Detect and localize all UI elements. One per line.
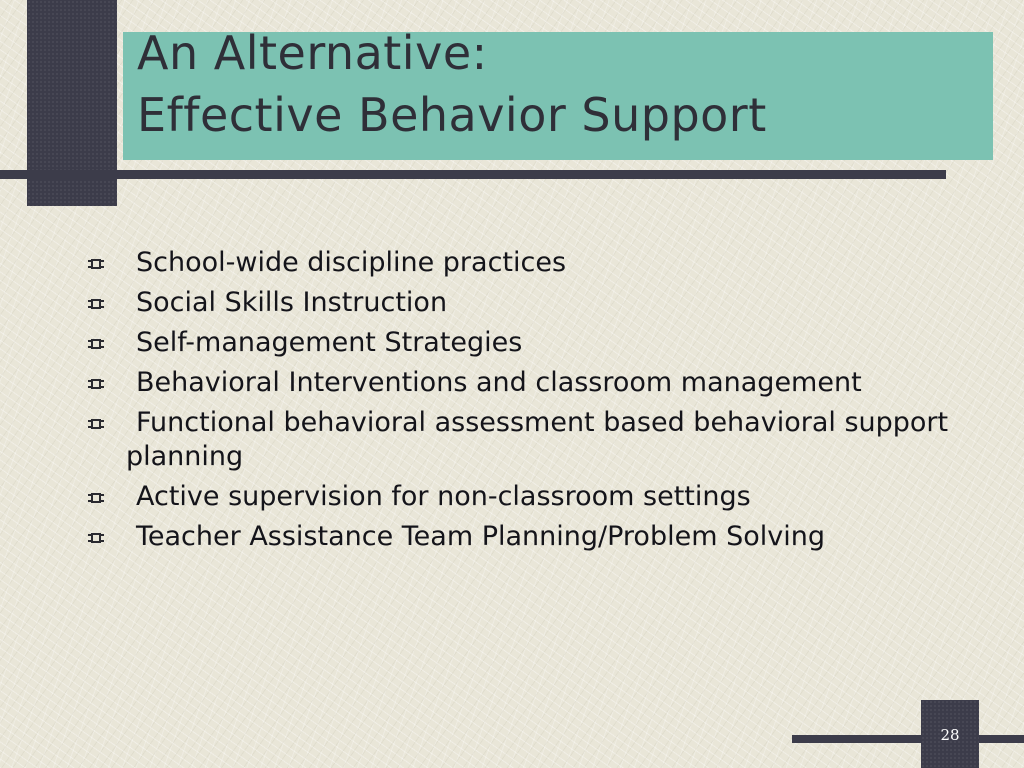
slide-title-line-2: Effective Behavior Support <box>137 88 767 142</box>
bullet-item <box>88 366 988 400</box>
bullet-text: Self-management Strategies <box>136 327 523 358</box>
slide-title-line-1: An Alternative: <box>137 26 488 80</box>
bullet-text: Social Skills Instruction <box>136 287 448 318</box>
square-bullet-icon <box>88 416 106 434</box>
bullet-text: Teacher Assistance Team Planning/Problem Solving <box>136 521 825 552</box>
square-bullet-icon <box>88 296 106 314</box>
bullet-item <box>88 480 988 514</box>
bullet-text: Active supervision for non-classroom settings <box>136 481 751 512</box>
title-divider-bar <box>0 170 946 179</box>
square-bullet-icon <box>88 530 106 548</box>
bullet-item <box>88 286 988 320</box>
bullet-item <box>88 406 988 474</box>
square-bullet-icon <box>88 376 106 394</box>
bullet-text: School-wide discipline practices <box>136 247 567 278</box>
bullet-list <box>88 246 988 560</box>
slide-title <box>137 22 767 146</box>
bullet-text: Functional behavioral assessment based behavioral support planning <box>126 407 949 472</box>
square-bullet-icon <box>88 256 106 274</box>
page-number: 28 <box>940 726 960 744</box>
bullet-item <box>88 246 988 280</box>
bullet-item <box>88 520 988 554</box>
square-bullet-icon <box>88 490 106 508</box>
square-bullet-icon <box>88 336 106 354</box>
bullet-item <box>88 326 988 360</box>
footer-divider-bar <box>792 735 1024 743</box>
bullet-text: Behavioral Interventions and classroom management <box>136 367 862 398</box>
